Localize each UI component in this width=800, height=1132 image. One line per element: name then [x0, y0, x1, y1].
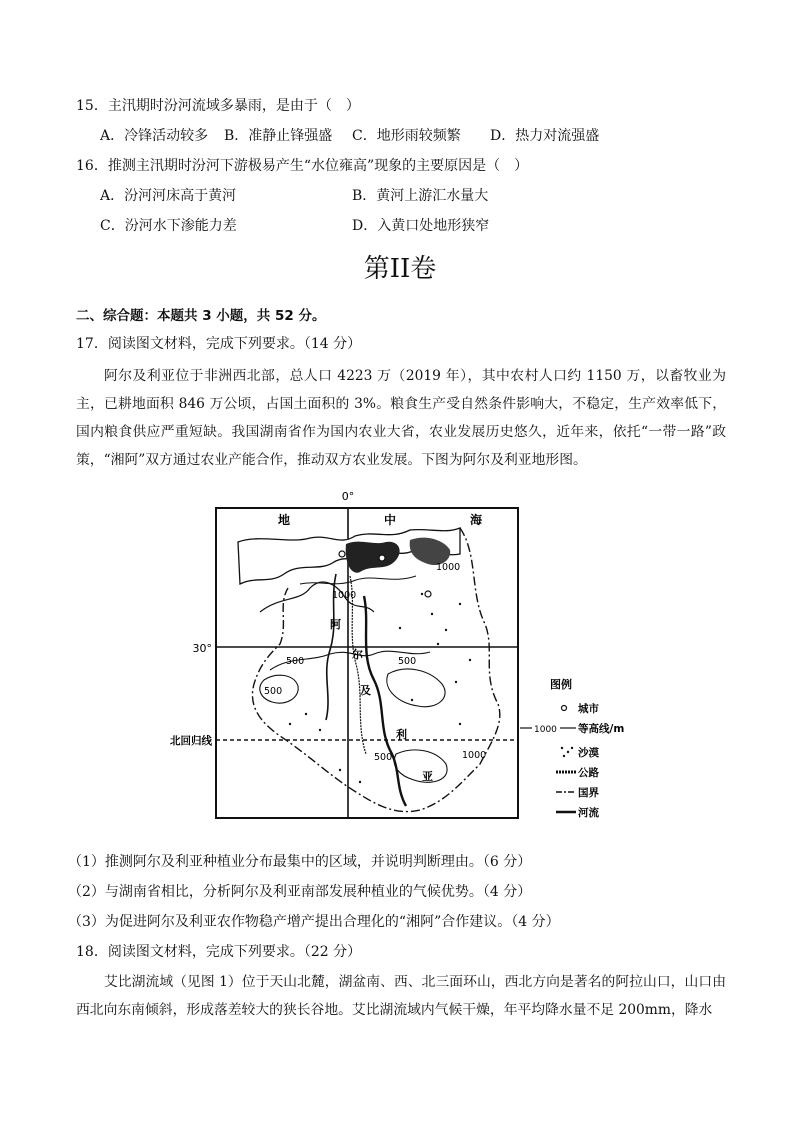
- road: [300, 576, 416, 584]
- legend-river: 河流: [578, 807, 599, 819]
- meridian-label: 0°: [341, 490, 355, 503]
- country-label: 亚: [422, 770, 433, 783]
- contour-label: 1000: [462, 750, 487, 761]
- legend-contour: 等高线/m: [578, 723, 625, 735]
- algeria-topographic-map: [160, 484, 540, 824]
- q15-stem: 15．主汛期时汾河流域多暴雨，是由于（ ）: [76, 98, 360, 114]
- contour-closed: [394, 750, 447, 782]
- q16-stem: 16．推测主汛期时汾河下游极易产生“水位雍高”现象的主要原因是（ ）: [76, 158, 529, 174]
- q17-sub3: （3）为促进阿尔及利亚农作物稳产增产提出合理化的“湘阿”合作建议。（4 分）: [68, 914, 560, 930]
- contour-line: [260, 582, 374, 612]
- contour-label: 1000: [332, 590, 357, 601]
- country-label: 尔: [352, 648, 363, 661]
- contour-closed: [387, 669, 445, 707]
- legend-border: 国界: [578, 787, 599, 799]
- legend-title: 图例: [550, 678, 572, 691]
- sea-label: 海: [470, 513, 483, 527]
- country-label: 利: [396, 728, 407, 741]
- q16-option-b: B．黄河上游汇水量大: [352, 188, 489, 204]
- contour-label: 1000: [436, 562, 461, 573]
- q15-option-a: A．冷锋活动较多: [100, 128, 209, 144]
- sea-label: 地: [278, 513, 291, 527]
- map-legend: [520, 676, 640, 824]
- country-label: 阿: [330, 618, 341, 631]
- volume-title: 第II卷: [363, 254, 437, 284]
- tropic-label: 北回归线: [170, 735, 212, 747]
- sea-label: 中: [384, 513, 397, 527]
- contour-label: 500: [374, 752, 393, 763]
- legend-desert: 沙漠: [578, 747, 599, 759]
- country-label: 及: [360, 684, 371, 697]
- legend-contour-value: 1000: [534, 725, 557, 735]
- legend-road: 公路: [578, 767, 599, 779]
- legend-city-icon: [562, 706, 567, 711]
- q18-stem: 18．阅读图文材料，完成下列要求。（22 分）: [76, 944, 362, 960]
- q16-option-d: D．入黄口处地形狭窄: [352, 218, 490, 234]
- contour-label: 500: [398, 656, 417, 667]
- legend-city: 城市: [578, 703, 599, 715]
- q15-option-c: C．地形雨较频繁: [352, 128, 461, 144]
- lat30-label: 30°: [192, 642, 212, 655]
- q17-sub2: （2）与湖南省相比，分析阿尔及利亚南部发展种植业的气候优势。（4 分）: [68, 884, 532, 900]
- section-title: 二、综合题：本题共 3 小题，共 52 分。: [76, 308, 326, 324]
- contour-label: 500: [286, 656, 305, 667]
- road: [350, 576, 366, 754]
- highland-1000-west: [346, 542, 400, 573]
- q15-option-d: D．热力对流强盛: [490, 128, 600, 144]
- q16-option-c: C．汾河水下渗能力差: [100, 218, 237, 234]
- contour-label: 500: [264, 686, 283, 697]
- q17-stem: 17．阅读图文材料，完成下列要求。（14 分）: [76, 336, 362, 352]
- q17-sub1: （1）推测阿尔及利亚种植业分布最集中的区域，并说明判断理由。（6 分）: [68, 854, 532, 870]
- q15-option-b: B．准静止锋强盛: [224, 128, 333, 144]
- q17-passage: 阿尔及利亚位于非洲西北部，总人口 4223 万（2019 年），其中农村人口约 1150 万，以畜牧业为主，已耕地面积 846 万公顷，占国土面积的 3%。粮食生产受自然条件影响大，不稳定，生产效率低下，国内粮食供应严重短缺。我国湖南省作为国内农业大省，农业发展历史悠久，近年来，依托“一带一路”政策，“湘阿”双方通过农业产能合作，推动双方农业发展。下图为阿尔及利亚地形图。: [76, 368, 726, 468]
- legend-desert-icon: [561, 747, 573, 757]
- q16-option-a: A．汾河河床高于黄河: [100, 188, 237, 204]
- q18-passage: 艾比湖流域（见图 1）位于天山北麓，湖盆南、西、北三面环山，西北方向是著名的阿拉山口，山口由西北向东南倾斜，形成落差较大的狭长谷地。艾比湖流域内气候干燥，年平均降水量不足 200mm，降水: [76, 974, 726, 1018]
